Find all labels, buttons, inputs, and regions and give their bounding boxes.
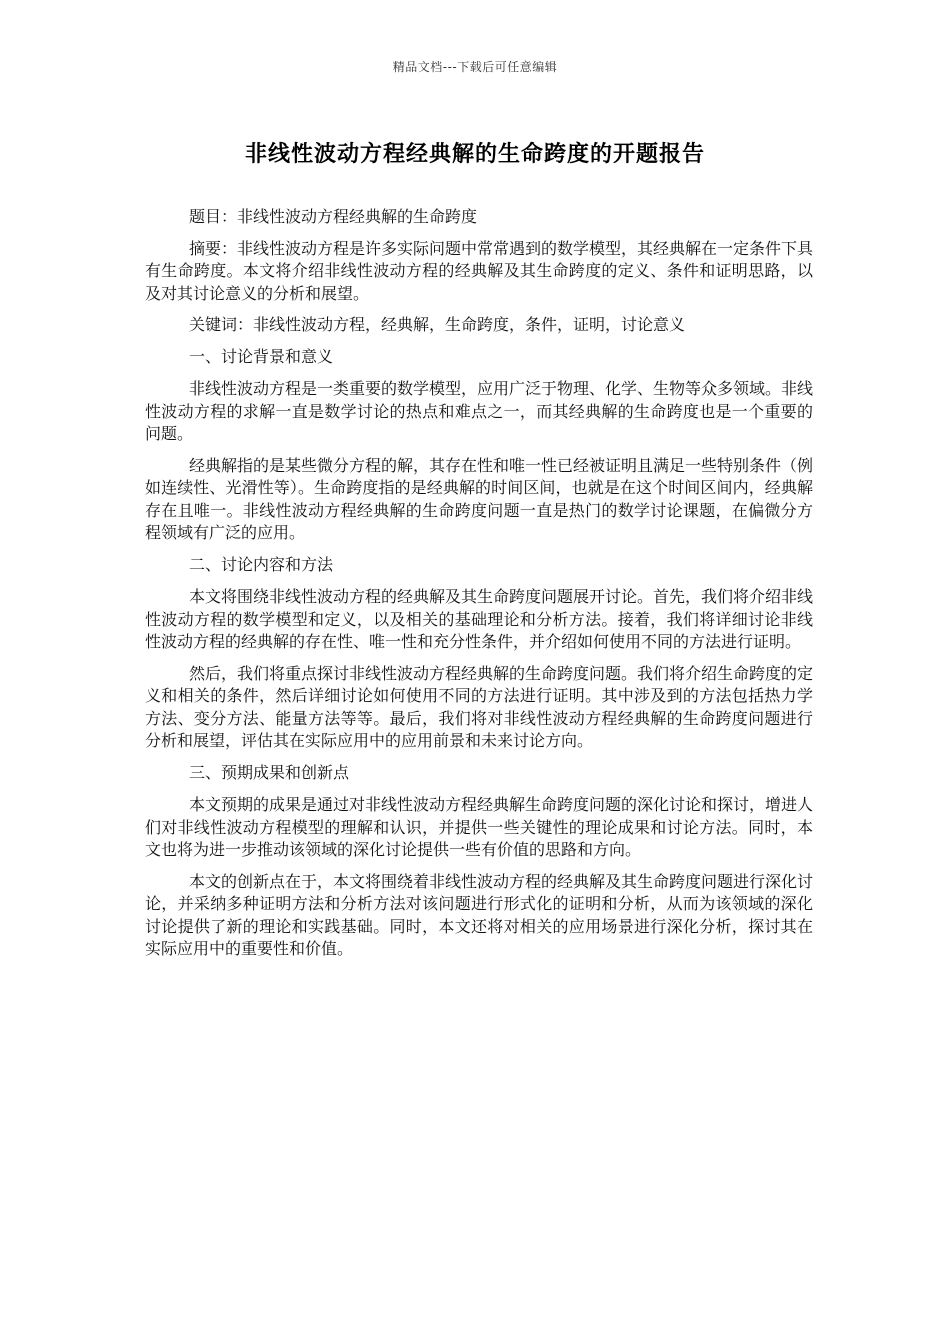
- body-paragraph: 非线性波动方程是一类重要的数学模型，应用广泛于物理、化学、生物等众多领域。非线性波动方程的求解一直是数学讨论的热点和难点之一，而其经典解的生命跨度也是一个重要的问题。: [145, 379, 814, 443]
- body-paragraph: 本文的创新点在于，本文将围绕着非线性波动方程的经典解及其生命跨度问题进行深化讨论，并采纳多种证明方法和分析方法对该问题进行形式化的证明和分析，从而为该领域的深化讨论提供了新的理论和实践基础。同时，本文还将对相关的应用场景进行深化分析，探讨其在实际应用中的重要性和价值。: [145, 871, 814, 958]
- document-body: [145, 206, 813, 970]
- page-header: 精品文档---下载后可任意编辑: [392, 60, 558, 74]
- section-heading: 二、讨论内容和方法: [189, 554, 334, 574]
- section-heading: 三、预期成果和创新点: [189, 762, 350, 782]
- abstract-paragraph: 摘要：非线性波动方程是许多实际问题中常常遇到的数学模型，其经典解在一定条件下具有生命跨度。本文将介绍非线性波动方程的经典解及其生命跨度的定义、条件和证明思路，以及对其讨论意义的分析和展望。: [145, 238, 814, 303]
- document-title: 非线性波动方程经典解的生命跨度的开题报告: [244, 142, 705, 167]
- body-paragraph: 本文将围绕非线性波动方程的经典解及其生命跨度问题展开讨论。首先，我们将介绍非线性波动方程的数学模型和定义，以及相关的基础理论和分析方法。接着，我们将详细讨论非线性波动方程的经典解的存在性、唯一性和充分性条件，并介绍如何使用不同的方法进行证明。: [145, 587, 814, 651]
- body-paragraph: 经典解指的是某些微分方程的解，其存在性和唯一性已经被证明且满足一些特别条件（例如连续性、光滑性等）。生命跨度指的是经典解的时间区间，也就是在这个时间区间内，经典解存在且唯一。非线性波动方程经典解的生命跨度问题一直是热门的数学讨论课题，在偏微分方程领域有广泛的应用。: [145, 455, 814, 542]
- keywords-line: 关键词：非线性波动方程，经典解，生命跨度，条件，证明，讨论意义: [189, 315, 686, 334]
- section-heading: 一、讨论背景和意义: [189, 346, 334, 366]
- body-paragraph: 本文预期的成果是通过对非线性波动方程经典解生命跨度问题的深化讨论和探讨，增进人们对非线性波动方程模型的理解和认识，并提供一些关键性的理论成果和讨论方法。同时，本文也将为进一步推动该领域的深化讨论提供一些有价值的思路和方向。: [145, 795, 814, 859]
- topic-line: 题目：非线性波动方程经典解的生命跨度: [189, 207, 478, 226]
- body-paragraph: 然后，我们将重点探讨非线性波动方程经典解的生命跨度问题。我们将介绍生命跨度的定义和相关的条件，然后详细讨论如何使用不同的方法进行证明。其中涉及到的方法包括热力学方法、变分方法、能量方法等等。最后，我们将对非线性波动方程经典解的生命跨度问题进行分析和展望，评估其在实际应用中的应用前景和未来讨论方向。: [145, 663, 814, 750]
